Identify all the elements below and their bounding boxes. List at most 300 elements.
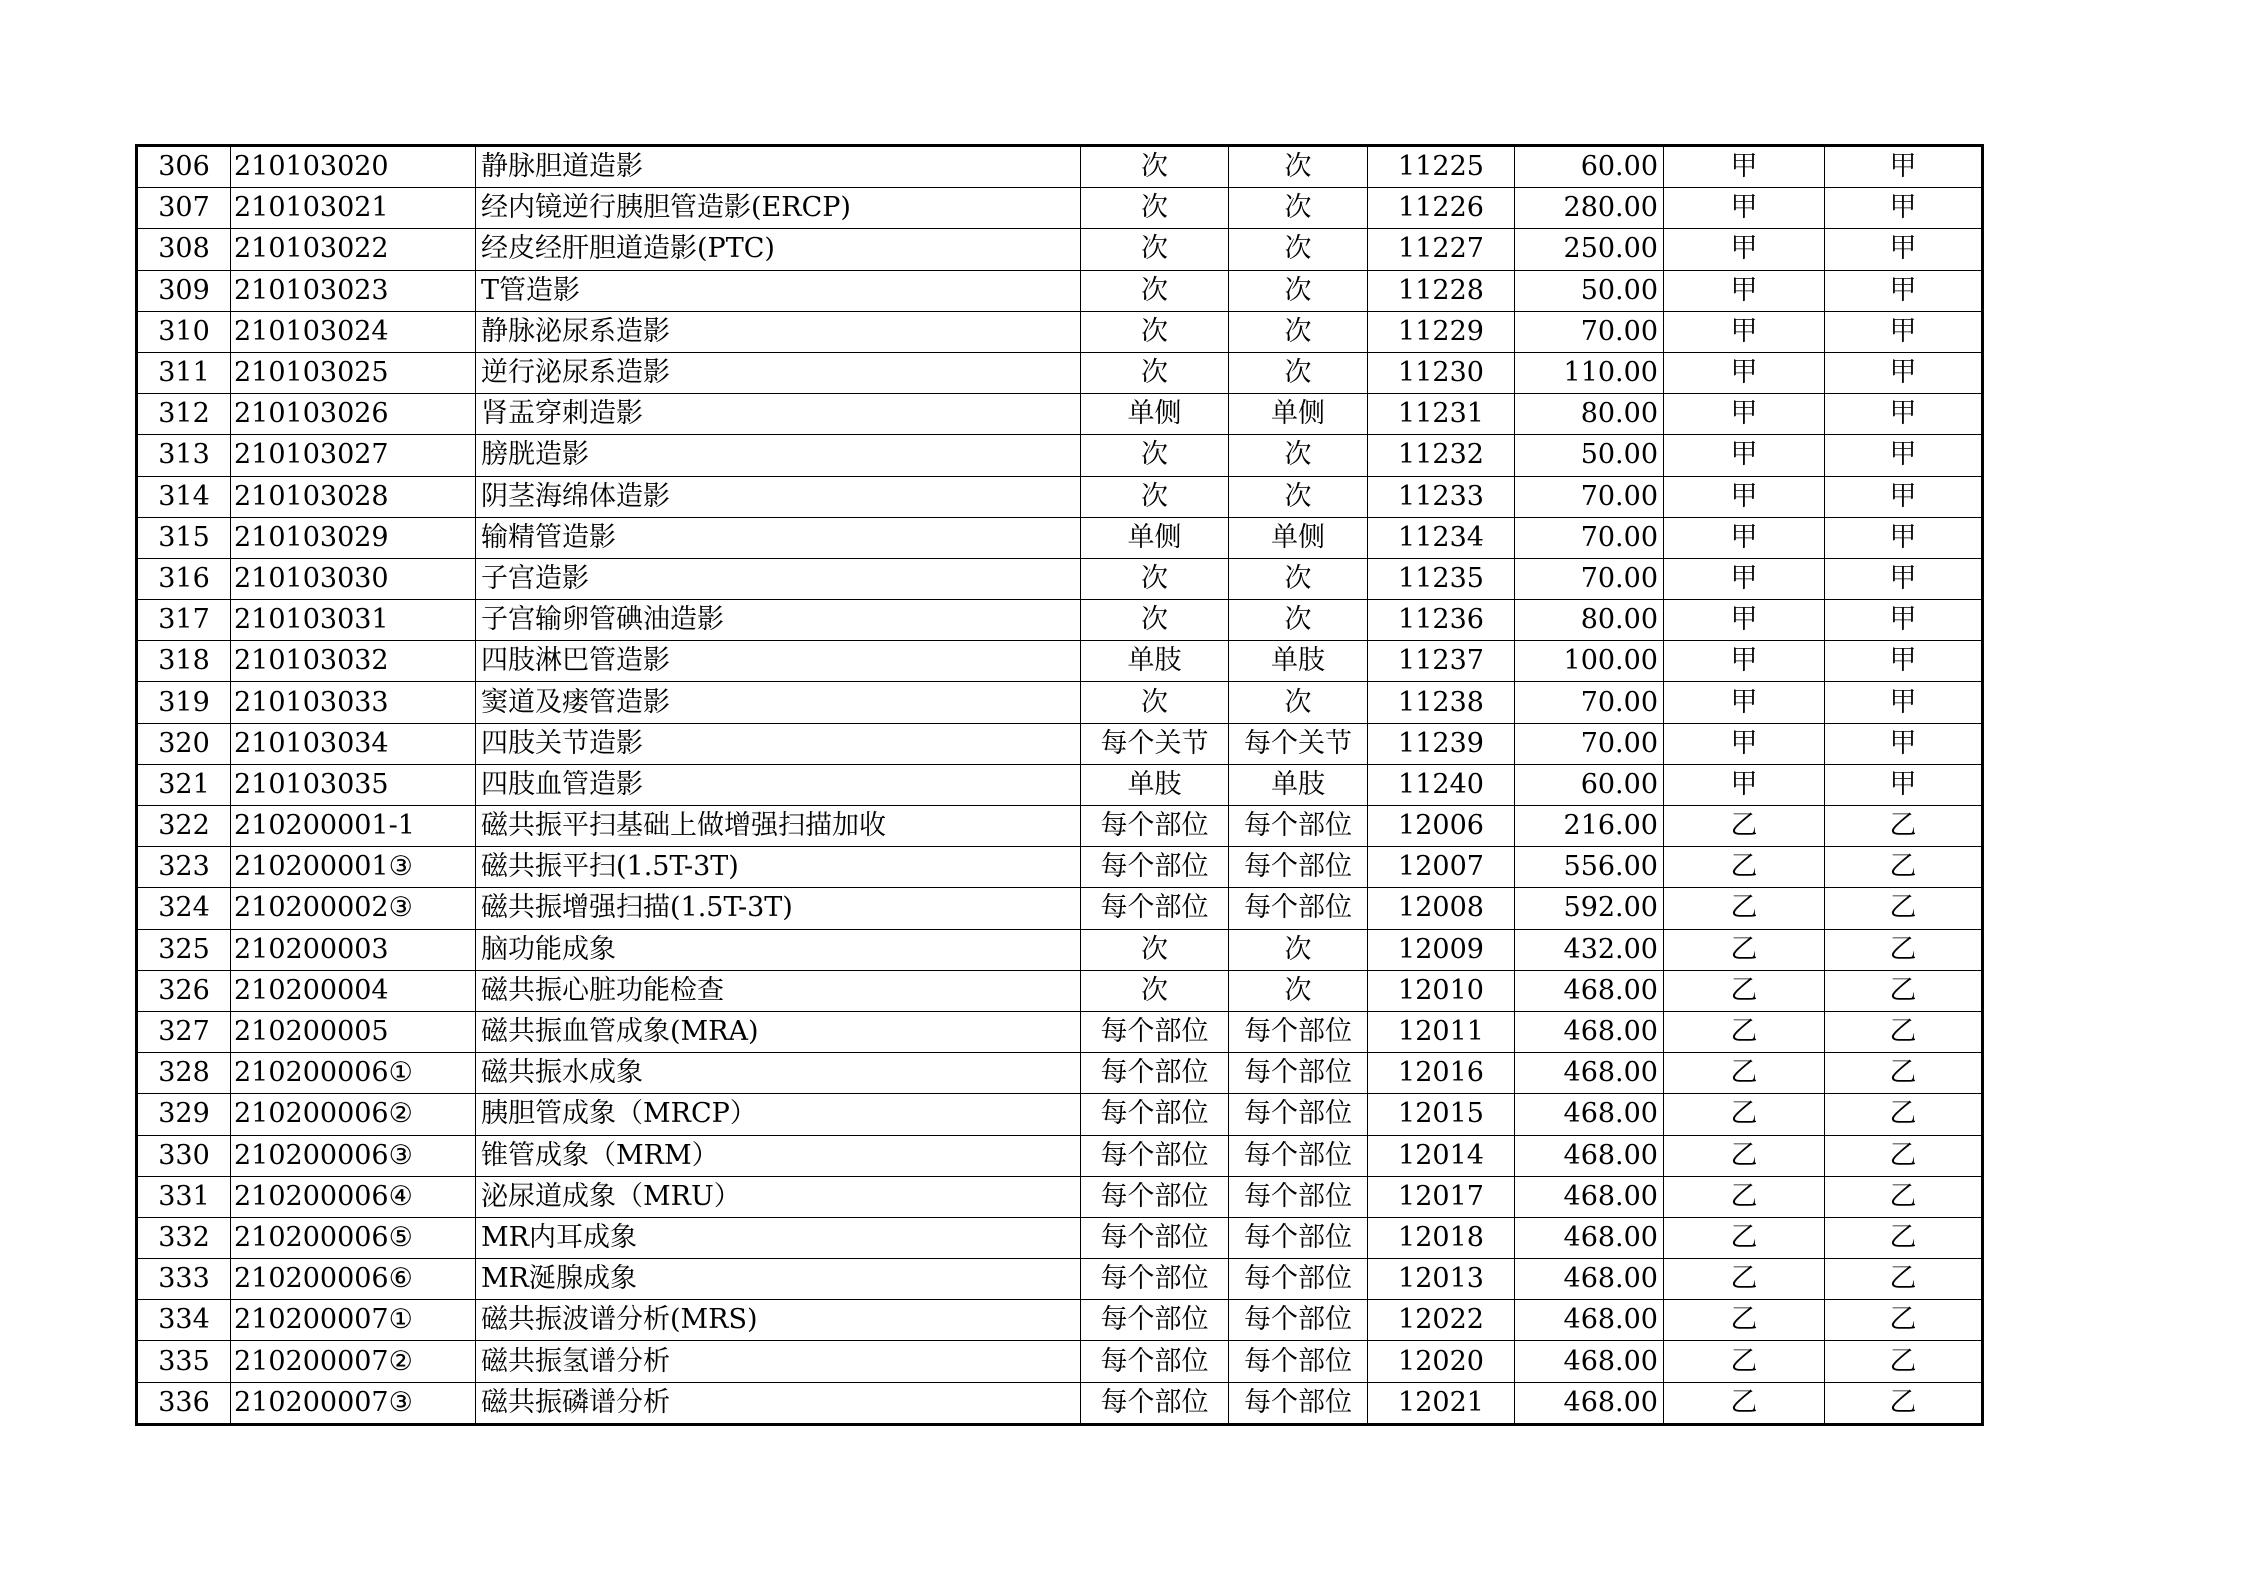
grade-cell: 乙 — [1664, 1300, 1825, 1341]
catalog-number-cell: 12018 — [1368, 1217, 1515, 1258]
catalog-number-cell: 11237 — [1368, 641, 1515, 682]
row-index-cell: 319 — [137, 682, 231, 723]
grade-cell: 甲 — [1664, 641, 1825, 682]
grade-cell: 乙 — [1664, 847, 1825, 888]
row-index-cell: 320 — [137, 723, 231, 764]
catalog-number-cell: 12015 — [1368, 1094, 1515, 1135]
unit-cell-2: 每个部位 — [1229, 806, 1368, 847]
catalog-number-cell: 11235 — [1368, 558, 1515, 599]
grade-cell: 乙 — [1664, 806, 1825, 847]
unit-cell: 每个部位 — [1081, 1176, 1229, 1217]
unit-cell: 每个部位 — [1081, 1053, 1229, 1094]
unit-cell: 每个部位 — [1081, 888, 1229, 929]
row-index-cell: 328 — [137, 1053, 231, 1094]
row-index-cell: 322 — [137, 806, 231, 847]
item-name-cell: 膀胱造影 — [476, 435, 1081, 476]
catalog-number-cell: 11229 — [1368, 311, 1515, 352]
catalog-number-cell: 12020 — [1368, 1341, 1515, 1382]
item-code-cell: 210103034 — [231, 723, 476, 764]
table-row — [137, 929, 1983, 970]
item-code-cell: 210200006⑤ — [231, 1217, 476, 1258]
unit-cell: 每个部位 — [1081, 1382, 1229, 1424]
price-cell: 70.00 — [1515, 723, 1664, 764]
grade-cell-2: 甲 — [1825, 188, 1983, 229]
item-name-cell: 四肢血管造影 — [476, 764, 1081, 805]
table-row — [137, 1382, 1983, 1424]
grade-cell-2: 甲 — [1825, 558, 1983, 599]
unit-cell: 单侧 — [1081, 517, 1229, 558]
catalog-number-cell: 11238 — [1368, 682, 1515, 723]
catalog-number-cell: 11239 — [1368, 723, 1515, 764]
item-code-cell: 210200006③ — [231, 1135, 476, 1176]
item-name-cell: 磁共振平扫基础上做增强扫描加收 — [476, 806, 1081, 847]
catalog-number-cell: 12013 — [1368, 1259, 1515, 1300]
row-index-cell: 330 — [137, 1135, 231, 1176]
row-index-cell: 333 — [137, 1259, 231, 1300]
catalog-number-cell: 12021 — [1368, 1382, 1515, 1424]
grade-cell-2: 甲 — [1825, 146, 1983, 188]
item-code-cell: 210103023 — [231, 270, 476, 311]
grade-cell-2: 乙 — [1825, 1094, 1983, 1135]
catalog-number-cell: 11236 — [1368, 600, 1515, 641]
price-cell: 432.00 — [1515, 929, 1664, 970]
table-row — [137, 352, 1983, 393]
price-cell: 50.00 — [1515, 435, 1664, 476]
item-name-cell: 磁共振血管成象(MRA) — [476, 1011, 1081, 1052]
row-index-cell: 323 — [137, 847, 231, 888]
price-cell: 468.00 — [1515, 1382, 1664, 1424]
grade-cell-2: 乙 — [1825, 1341, 1983, 1382]
grade-cell: 甲 — [1664, 517, 1825, 558]
table-row — [137, 435, 1983, 476]
unit-cell-2: 每个部位 — [1229, 1217, 1368, 1258]
unit-cell-2: 次 — [1229, 435, 1368, 476]
unit-cell: 次 — [1081, 229, 1229, 270]
grade-cell-2: 甲 — [1825, 476, 1983, 517]
unit-cell-2: 每个部位 — [1229, 1011, 1368, 1052]
grade-cell: 乙 — [1664, 1094, 1825, 1135]
item-code-cell: 210103032 — [231, 641, 476, 682]
grade-cell-2: 乙 — [1825, 1300, 1983, 1341]
unit-cell-2: 单侧 — [1229, 517, 1368, 558]
catalog-number-cell: 12008 — [1368, 888, 1515, 929]
table-row — [137, 641, 1983, 682]
item-name-cell: MR涎腺成象 — [476, 1259, 1081, 1300]
item-name-cell: 经皮经肝胆道造影(PTC) — [476, 229, 1081, 270]
table-row — [137, 229, 1983, 270]
catalog-number-cell: 11233 — [1368, 476, 1515, 517]
item-code-cell: 210103025 — [231, 352, 476, 393]
unit-cell: 每个部位 — [1081, 847, 1229, 888]
grade-cell: 乙 — [1664, 929, 1825, 970]
table-row — [137, 188, 1983, 229]
grade-cell-2: 乙 — [1825, 1382, 1983, 1424]
unit-cell: 单肢 — [1081, 641, 1229, 682]
grade-cell: 乙 — [1664, 1341, 1825, 1382]
item-name-cell: 窦道及瘘管造影 — [476, 682, 1081, 723]
row-index-cell: 312 — [137, 394, 231, 435]
price-cell: 468.00 — [1515, 1341, 1664, 1382]
item-code-cell: 210200002③ — [231, 888, 476, 929]
table-row — [137, 476, 1983, 517]
row-index-cell: 335 — [137, 1341, 231, 1382]
unit-cell: 每个部位 — [1081, 1259, 1229, 1300]
item-name-cell: 脑功能成象 — [476, 929, 1081, 970]
grade-cell-2: 乙 — [1825, 1135, 1983, 1176]
item-name-cell: 磁共振增强扫描(1.5T-3T) — [476, 888, 1081, 929]
unit-cell-2: 每个部位 — [1229, 1135, 1368, 1176]
price-cell: 110.00 — [1515, 352, 1664, 393]
row-index-cell: 309 — [137, 270, 231, 311]
table-row — [137, 558, 1983, 599]
item-code-cell: 210200007② — [231, 1341, 476, 1382]
unit-cell-2: 每个部位 — [1229, 847, 1368, 888]
table-row — [137, 311, 1983, 352]
row-index-cell: 317 — [137, 600, 231, 641]
unit-cell: 次 — [1081, 970, 1229, 1011]
row-index-cell: 313 — [137, 435, 231, 476]
row-index-cell: 334 — [137, 1300, 231, 1341]
unit-cell-2: 次 — [1229, 229, 1368, 270]
catalog-number-cell: 12010 — [1368, 970, 1515, 1011]
grade-cell: 乙 — [1664, 888, 1825, 929]
grade-cell: 甲 — [1664, 764, 1825, 805]
price-cell: 60.00 — [1515, 764, 1664, 805]
price-cell: 70.00 — [1515, 311, 1664, 352]
price-cell: 70.00 — [1515, 682, 1664, 723]
table-row — [137, 600, 1983, 641]
item-code-cell: 210103033 — [231, 682, 476, 723]
unit-cell-2: 每个部位 — [1229, 1053, 1368, 1094]
unit-cell-2: 每个部位 — [1229, 1300, 1368, 1341]
row-index-cell: 311 — [137, 352, 231, 393]
price-cell: 80.00 — [1515, 394, 1664, 435]
row-index-cell: 321 — [137, 764, 231, 805]
item-name-cell: 子宫造影 — [476, 558, 1081, 599]
table-body — [137, 146, 1983, 1425]
unit-cell: 单肢 — [1081, 764, 1229, 805]
price-cell: 468.00 — [1515, 1135, 1664, 1176]
unit-cell-2: 单肢 — [1229, 641, 1368, 682]
catalog-number-cell: 11232 — [1368, 435, 1515, 476]
table-row — [137, 270, 1983, 311]
grade-cell-2: 乙 — [1825, 1011, 1983, 1052]
item-code-cell: 210200006① — [231, 1053, 476, 1094]
row-index-cell: 318 — [137, 641, 231, 682]
item-name-cell: 肾盂穿刺造影 — [476, 394, 1081, 435]
row-index-cell: 325 — [137, 929, 231, 970]
item-name-cell: 子宫输卵管碘油造影 — [476, 600, 1081, 641]
unit-cell: 次 — [1081, 600, 1229, 641]
price-cell: 100.00 — [1515, 641, 1664, 682]
unit-cell: 每个关节 — [1081, 723, 1229, 764]
grade-cell: 甲 — [1664, 723, 1825, 764]
table-row — [137, 1176, 1983, 1217]
table-row — [137, 1094, 1983, 1135]
unit-cell-2: 每个部位 — [1229, 1259, 1368, 1300]
item-code-cell: 210200006④ — [231, 1176, 476, 1217]
grade-cell: 乙 — [1664, 1259, 1825, 1300]
item-name-cell: 磁共振磷谱分析 — [476, 1382, 1081, 1424]
price-cell: 70.00 — [1515, 517, 1664, 558]
unit-cell: 次 — [1081, 352, 1229, 393]
row-index-cell: 307 — [137, 188, 231, 229]
grade-cell-2: 甲 — [1825, 394, 1983, 435]
grade-cell: 乙 — [1664, 1217, 1825, 1258]
row-index-cell: 326 — [137, 970, 231, 1011]
grade-cell-2: 甲 — [1825, 352, 1983, 393]
unit-cell-2: 次 — [1229, 311, 1368, 352]
unit-cell-2: 次 — [1229, 270, 1368, 311]
grade-cell-2: 甲 — [1825, 311, 1983, 352]
item-code-cell: 210103030 — [231, 558, 476, 599]
grade-cell-2: 甲 — [1825, 270, 1983, 311]
unit-cell-2: 次 — [1229, 558, 1368, 599]
item-name-cell: 静脉胆道造影 — [476, 146, 1081, 188]
row-index-cell: 306 — [137, 146, 231, 188]
grade-cell: 乙 — [1664, 1053, 1825, 1094]
row-index-cell: 331 — [137, 1176, 231, 1217]
item-code-cell: 210103022 — [231, 229, 476, 270]
item-name-cell: 静脉泌尿系造影 — [476, 311, 1081, 352]
grade-cell-2: 乙 — [1825, 929, 1983, 970]
grade-cell: 乙 — [1664, 1011, 1825, 1052]
unit-cell-2: 次 — [1229, 188, 1368, 229]
catalog-number-cell: 11234 — [1368, 517, 1515, 558]
unit-cell: 次 — [1081, 270, 1229, 311]
catalog-number-cell: 12022 — [1368, 1300, 1515, 1341]
unit-cell-2: 每个部位 — [1229, 888, 1368, 929]
item-code-cell: 210200004 — [231, 970, 476, 1011]
item-code-cell: 210103024 — [231, 311, 476, 352]
unit-cell: 每个部位 — [1081, 1217, 1229, 1258]
item-name-cell: 磁共振波谱分析(MRS) — [476, 1300, 1081, 1341]
item-code-cell: 210200006⑥ — [231, 1259, 476, 1300]
unit-cell: 每个部位 — [1081, 1135, 1229, 1176]
grade-cell-2: 乙 — [1825, 847, 1983, 888]
grade-cell: 甲 — [1664, 146, 1825, 188]
price-cell: 468.00 — [1515, 1094, 1664, 1135]
grade-cell-2: 甲 — [1825, 435, 1983, 476]
unit-cell-2: 次 — [1229, 146, 1368, 188]
price-cell: 280.00 — [1515, 188, 1664, 229]
unit-cell-2: 每个关节 — [1229, 723, 1368, 764]
item-code-cell: 210200001③ — [231, 847, 476, 888]
unit-cell: 次 — [1081, 311, 1229, 352]
unit-cell: 每个部位 — [1081, 806, 1229, 847]
row-index-cell: 327 — [137, 1011, 231, 1052]
item-name-cell: 磁共振氢谱分析 — [476, 1341, 1081, 1382]
price-cell: 468.00 — [1515, 1300, 1664, 1341]
catalog-number-cell: 11228 — [1368, 270, 1515, 311]
grade-cell: 甲 — [1664, 352, 1825, 393]
catalog-number-cell: 11240 — [1368, 764, 1515, 805]
item-name-cell: 四肢淋巴管造影 — [476, 641, 1081, 682]
unit-cell-2: 单肢 — [1229, 764, 1368, 805]
grade-cell-2: 乙 — [1825, 1217, 1983, 1258]
item-name-cell: MR内耳成象 — [476, 1217, 1081, 1258]
unit-cell: 每个部位 — [1081, 1341, 1229, 1382]
price-cell: 50.00 — [1515, 270, 1664, 311]
grade-cell: 甲 — [1664, 435, 1825, 476]
table-row — [137, 682, 1983, 723]
table-row — [137, 888, 1983, 929]
unit-cell: 次 — [1081, 558, 1229, 599]
catalog-number-cell: 11227 — [1368, 229, 1515, 270]
price-cell: 60.00 — [1515, 146, 1664, 188]
row-index-cell: 314 — [137, 476, 231, 517]
price-cell: 70.00 — [1515, 558, 1664, 599]
item-name-cell: 阴茎海绵体造影 — [476, 476, 1081, 517]
price-cell: 556.00 — [1515, 847, 1664, 888]
grade-cell: 甲 — [1664, 229, 1825, 270]
item-name-cell: 磁共振心脏功能检查 — [476, 970, 1081, 1011]
item-code-cell: 210103020 — [231, 146, 476, 188]
item-code-cell: 210200007③ — [231, 1382, 476, 1424]
unit-cell-2: 次 — [1229, 476, 1368, 517]
item-name-cell: 锥管成象（MRM） — [476, 1135, 1081, 1176]
item-code-cell: 210103021 — [231, 188, 476, 229]
item-code-cell: 210103026 — [231, 394, 476, 435]
item-name-cell: 胰胆管成象（MRCP） — [476, 1094, 1081, 1135]
grade-cell: 甲 — [1664, 600, 1825, 641]
catalog-number-cell: 11231 — [1368, 394, 1515, 435]
grade-cell: 甲 — [1664, 394, 1825, 435]
table-row — [137, 1300, 1983, 1341]
unit-cell: 次 — [1081, 435, 1229, 476]
table-row — [137, 847, 1983, 888]
unit-cell-2: 次 — [1229, 682, 1368, 723]
table-row — [137, 723, 1983, 764]
grade-cell: 甲 — [1664, 476, 1825, 517]
catalog-number-cell: 12006 — [1368, 806, 1515, 847]
table-row — [137, 806, 1983, 847]
grade-cell-2: 乙 — [1825, 1176, 1983, 1217]
item-name-cell: 输精管造影 — [476, 517, 1081, 558]
item-name-cell: 经内镜逆行胰胆管造影(ERCP) — [476, 188, 1081, 229]
item-name-cell: 泌尿道成象（MRU） — [476, 1176, 1081, 1217]
table-row — [137, 1135, 1983, 1176]
table-row — [137, 517, 1983, 558]
grade-cell: 甲 — [1664, 188, 1825, 229]
table-row — [137, 764, 1983, 805]
grade-cell-2: 甲 — [1825, 764, 1983, 805]
price-cell: 592.00 — [1515, 888, 1664, 929]
grade-cell-2: 乙 — [1825, 1053, 1983, 1094]
item-code-cell: 210200001-1 — [231, 806, 476, 847]
row-index-cell: 329 — [137, 1094, 231, 1135]
price-cell: 250.00 — [1515, 229, 1664, 270]
unit-cell: 单侧 — [1081, 394, 1229, 435]
price-cell: 70.00 — [1515, 476, 1664, 517]
grade-cell-2: 乙 — [1825, 970, 1983, 1011]
item-code-cell: 210200006② — [231, 1094, 476, 1135]
grade-cell-2: 乙 — [1825, 888, 1983, 929]
unit-cell-2: 每个部位 — [1229, 1094, 1368, 1135]
item-code-cell: 210103028 — [231, 476, 476, 517]
unit-cell-2: 次 — [1229, 352, 1368, 393]
price-cell: 468.00 — [1515, 1217, 1664, 1258]
grade-cell: 乙 — [1664, 970, 1825, 1011]
item-code-cell: 210200003 — [231, 929, 476, 970]
table-row — [137, 1259, 1983, 1300]
catalog-number-cell: 11230 — [1368, 352, 1515, 393]
unit-cell-2: 每个部位 — [1229, 1341, 1368, 1382]
price-table — [135, 144, 1984, 1426]
grade-cell-2: 甲 — [1825, 600, 1983, 641]
price-cell: 468.00 — [1515, 1011, 1664, 1052]
item-code-cell: 210200005 — [231, 1011, 476, 1052]
price-cell: 468.00 — [1515, 1176, 1664, 1217]
item-code-cell: 210103031 — [231, 600, 476, 641]
price-cell: 80.00 — [1515, 600, 1664, 641]
item-code-cell: 210103029 — [231, 517, 476, 558]
row-index-cell: 310 — [137, 311, 231, 352]
grade-cell: 乙 — [1664, 1382, 1825, 1424]
row-index-cell: 308 — [137, 229, 231, 270]
table-row — [137, 146, 1983, 188]
item-name-cell: 逆行泌尿系造影 — [476, 352, 1081, 393]
grade-cell-2: 甲 — [1825, 723, 1983, 764]
grade-cell-2: 甲 — [1825, 682, 1983, 723]
item-name-cell: 磁共振水成象 — [476, 1053, 1081, 1094]
price-cell: 468.00 — [1515, 970, 1664, 1011]
catalog-number-cell: 12016 — [1368, 1053, 1515, 1094]
row-index-cell: 336 — [137, 1382, 231, 1424]
price-cell: 216.00 — [1515, 806, 1664, 847]
unit-cell: 次 — [1081, 188, 1229, 229]
unit-cell-2: 单侧 — [1229, 394, 1368, 435]
catalog-number-cell: 11225 — [1368, 146, 1515, 188]
grade-cell-2: 乙 — [1825, 1259, 1983, 1300]
item-name-cell: 四肢关节造影 — [476, 723, 1081, 764]
unit-cell-2: 每个部位 — [1229, 1176, 1368, 1217]
catalog-number-cell: 12014 — [1368, 1135, 1515, 1176]
grade-cell: 甲 — [1664, 270, 1825, 311]
item-name-cell: T管造影 — [476, 270, 1081, 311]
table-row — [137, 394, 1983, 435]
grade-cell: 甲 — [1664, 311, 1825, 352]
grade-cell-2: 甲 — [1825, 641, 1983, 682]
unit-cell: 每个部位 — [1081, 1300, 1229, 1341]
unit-cell: 次 — [1081, 682, 1229, 723]
table-row — [137, 970, 1983, 1011]
unit-cell-2: 次 — [1229, 929, 1368, 970]
unit-cell: 次 — [1081, 146, 1229, 188]
table-row — [137, 1011, 1983, 1052]
grade-cell: 甲 — [1664, 558, 1825, 599]
catalog-number-cell: 11226 — [1368, 188, 1515, 229]
catalog-number-cell: 12007 — [1368, 847, 1515, 888]
grade-cell: 乙 — [1664, 1176, 1825, 1217]
unit-cell-2: 次 — [1229, 600, 1368, 641]
row-index-cell: 316 — [137, 558, 231, 599]
item-code-cell: 210103035 — [231, 764, 476, 805]
grade-cell: 乙 — [1664, 1135, 1825, 1176]
table-row — [137, 1217, 1983, 1258]
item-code-cell: 210200007① — [231, 1300, 476, 1341]
item-code-cell: 210103027 — [231, 435, 476, 476]
row-index-cell: 332 — [137, 1217, 231, 1258]
grade-cell-2: 甲 — [1825, 517, 1983, 558]
table-row — [137, 1053, 1983, 1094]
row-index-cell: 315 — [137, 517, 231, 558]
unit-cell-2: 次 — [1229, 970, 1368, 1011]
grade-cell-2: 甲 — [1825, 229, 1983, 270]
unit-cell: 次 — [1081, 476, 1229, 517]
price-cell: 468.00 — [1515, 1259, 1664, 1300]
grade-cell-2: 乙 — [1825, 806, 1983, 847]
